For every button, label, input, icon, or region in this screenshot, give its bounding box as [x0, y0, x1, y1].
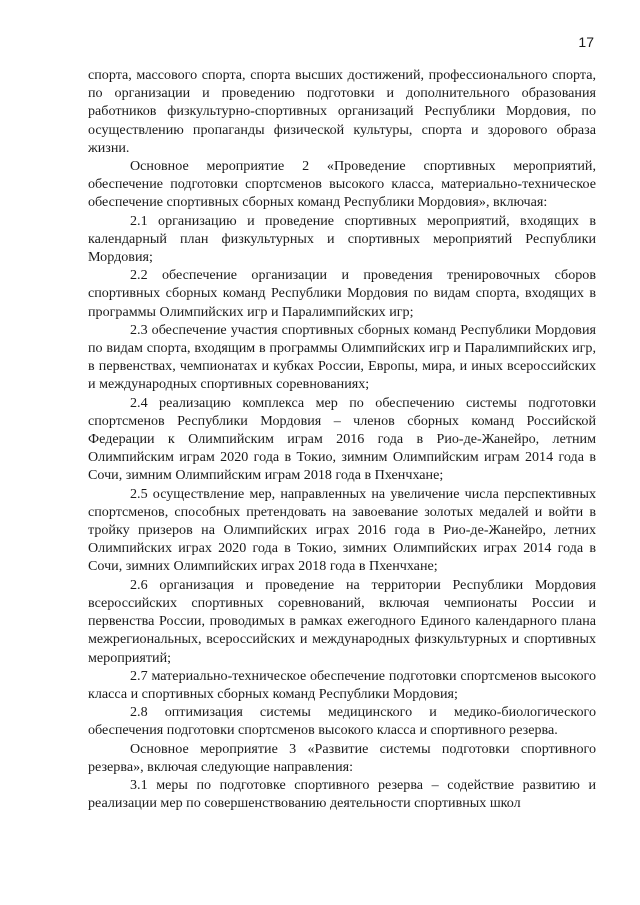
paragraph-item-2-3: 2.3 обеспечение участия спортивных сборных команд Республики Мордовия по видам спорта, входящим в программы Олимпийских игр и Паралимпийских игр, в первенствах, чемпионатах и кубках России, Европы, мира, и иных всероссийских и международных спортивных соревнованиях;	[88, 321, 596, 393]
paragraph-item-2-8: 2.8 оптимизация системы медицинского и медико-биологического обеспечения подготовки спортсменов высокого класса и спортивного резерва.	[88, 704, 596, 739]
paragraph-item-2-2: 2.2 обеспечение организации и проведения тренировочных сборов спортивных сборных команд Республики Мордовия по видам спорта, входящих в программы Олимпийских игр и Паралимпийских игр;	[88, 267, 596, 320]
paragraph-item-3-1: 3.1 меры по подготовке спортивного резерва – содействие развитию и реализации мер по совершенствованию деятельности спортивных школ	[88, 776, 596, 812]
paragraph-main-activity-3: Основное мероприятие 3 «Развитие системы подготовки спортивного резерва», включая следующие направления:	[88, 740, 596, 775]
paragraph-item-2-1: 2.1 организацию и проведение спортивных мероприятий, входящих в календарный план физкультурных и спортивных мероприятий Республики Мордовия;	[88, 212, 596, 266]
paragraph-continuation: спорта, массового спорта, спорта высших достижений, профессионального спорта, по организации и проведению подготовки и дополнительного образования работников физкультурно-спортивных организаций Республики Мордовия, по осуществлению пропаганды физической культуры, спорта и здорового образа жизни.	[88, 67, 596, 156]
page-number: 17	[578, 34, 594, 50]
document-body	[88, 66, 596, 812]
paragraph-item-2-5: 2.5 осуществление мер, направленных на увеличение числа перспективных спортсменов, способных претендовать на завоевание золотых медалей и войти в тройку призеров на Олимпийских играх 2016 года в Рио-де-Жанейро, летних Олимпийских играх 2020 года в Токио, зимних Олимпийских играх 2014 года в Сочи, зимних Олимпийских играх 2018 года в Пхенчхане;	[88, 485, 596, 575]
paragraph-main-activity-2: Основное мероприятие 2 «Проведение спортивных мероприятий, обеспечение подготовки спортсменов высокого класса, материально-техническое обеспечение спортивных сборных команд Республики Мордовия», включая:	[88, 158, 596, 211]
paragraph-item-2-6: 2.6 организация и проведение на территории Республики Мордовия всероссийских спортивных соревнований, включая чемпионаты России и первенства России, проводимых в рамках ежегодного Единого календарного плана межрегиональных, всероссийских и международных физкультурных и спортивных мероприятий;	[88, 576, 596, 666]
paragraph-item-2-7: 2.7 материально-техническое обеспечение подготовки спортсменов высокого класса и спортивных сборных команд Республики Мордовия;	[88, 667, 596, 702]
paragraph-item-2-4: 2.4 реализацию комплекса мер по обеспечению системы подготовки спортсменов Республики Мордовия – членов сборных команд Российской Федерации к Олимпийским играм 2016 года в Рио-де-Жанейро, летним Олимпийским играм 2020 года в Токио, зимним Олимпийским играм 2014 года в Сочи, зимним Олимпийским играм 2018 года в Пхенчхане;	[88, 394, 596, 484]
